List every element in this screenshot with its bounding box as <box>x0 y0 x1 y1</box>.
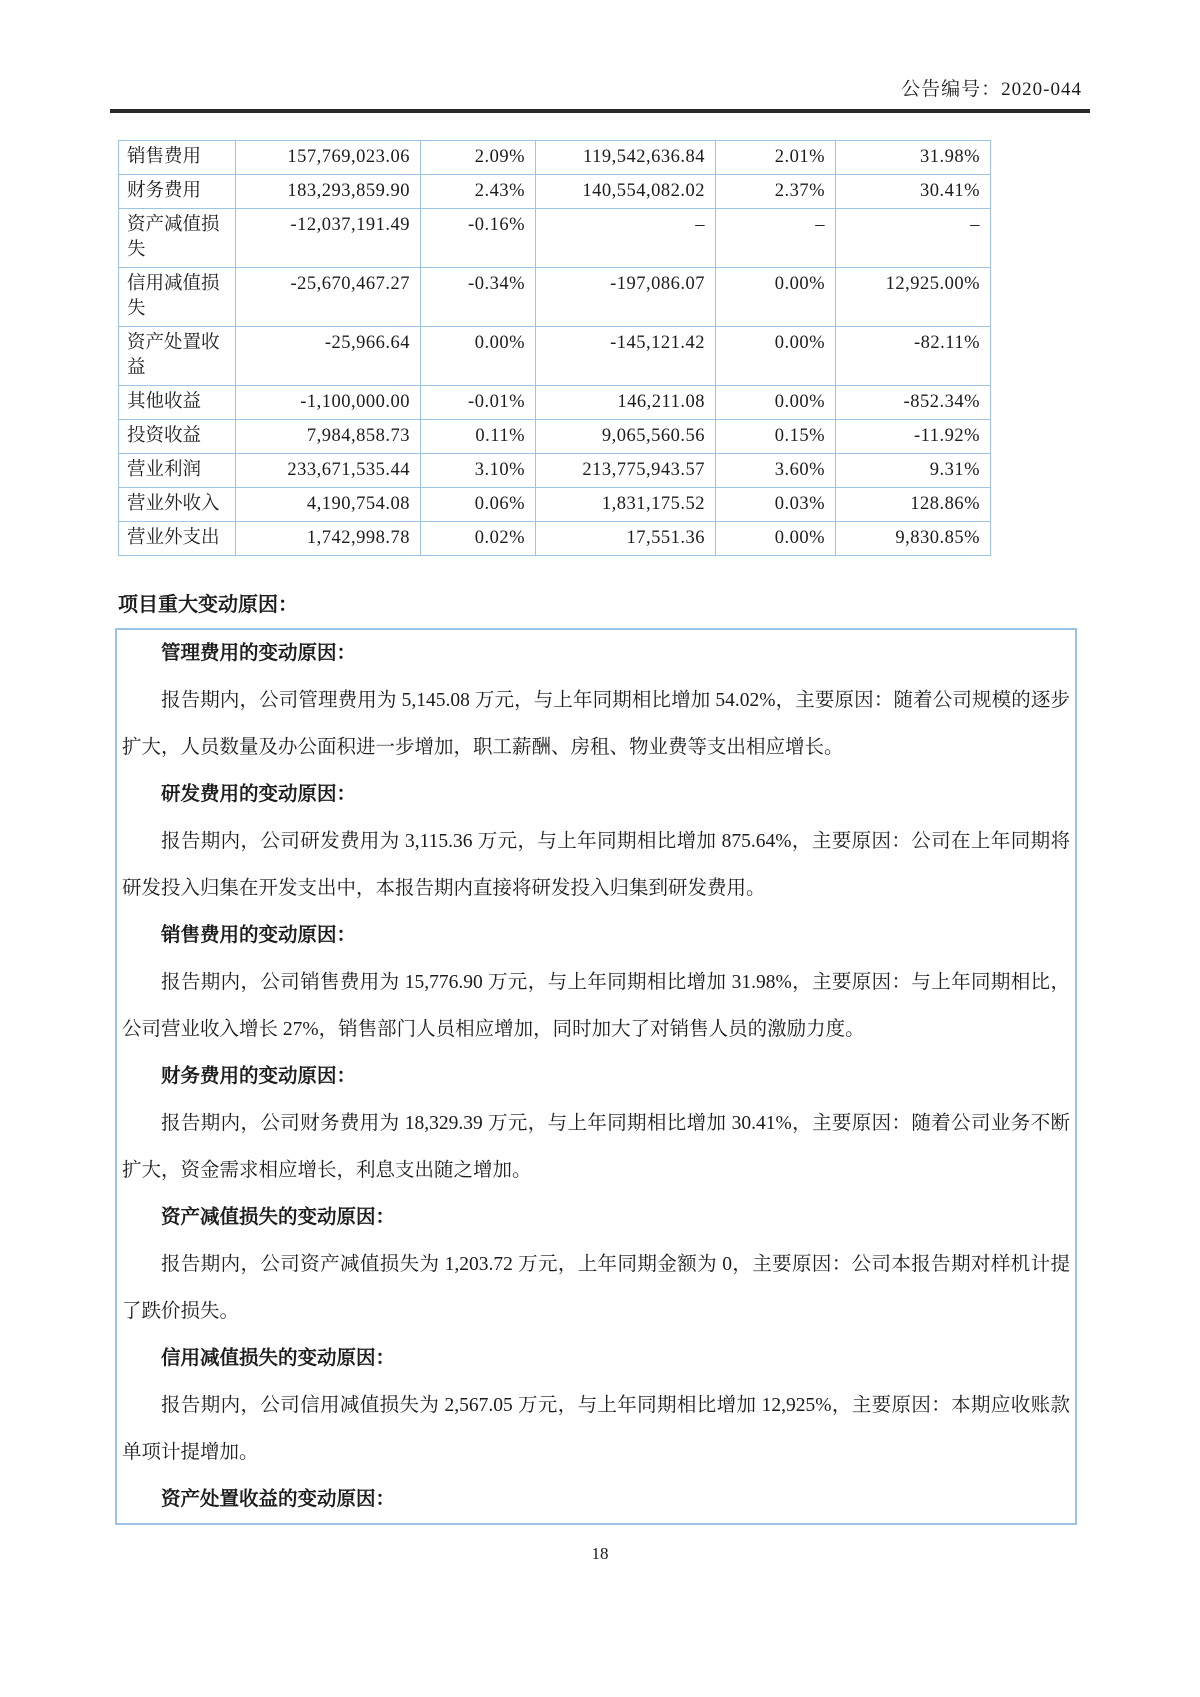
row-value-cell: 140,554,082.02 <box>536 175 716 209</box>
row-value-cell: 30.41% <box>836 175 991 209</box>
row-value-cell: -852.34% <box>836 386 991 420</box>
row-value-cell: 2.43% <box>421 175 536 209</box>
reason-block <box>122 630 1070 771</box>
row-value-cell: 0.00% <box>716 327 836 386</box>
row-item-cell: 投资收益 <box>119 420 236 454</box>
row-value-cell: 9.31% <box>836 454 991 488</box>
table-row <box>119 175 991 209</box>
reason-heading: 资产减值损失的变动原因： <box>161 1206 396 1228</box>
table-row <box>119 386 991 420</box>
row-item-cell: 营业外收入 <box>119 488 236 522</box>
row-value-cell: 128.86% <box>836 488 991 522</box>
row-value-cell: 1,831,175.52 <box>536 488 716 522</box>
row-value-cell: 17,551.36 <box>536 522 716 556</box>
row-value-cell: -82.11% <box>836 327 991 386</box>
row-value-cell: 183,293,859.90 <box>236 175 421 209</box>
row-value-cell: – <box>536 209 716 268</box>
row-value-cell: 2.09% <box>421 141 536 175</box>
row-item-cell: 其他收益 <box>119 386 236 420</box>
reason-heading: 研发费用的变动原因： <box>161 783 357 805</box>
reason-heading: 管理费用的变动原因： <box>161 642 357 664</box>
row-value-cell: -11.92% <box>836 420 991 454</box>
row-item-cell: 资产处置收益 <box>119 327 236 386</box>
row-value-cell: 0.06% <box>421 488 536 522</box>
announcement-number: 公告编号：2020-044 <box>901 79 1082 100</box>
reason-block <box>122 771 1070 912</box>
row-value-cell: -25,670,467.27 <box>236 268 421 327</box>
reason-body: 报告期内，公司资产减值损失为 1,203.72 万元，上年同期金额为 0，主要原因：公司本报告期对样机计提了跌价损失。 <box>122 1254 1070 1322</box>
row-value-cell: 0.11% <box>421 420 536 454</box>
reason-block <box>122 1053 1070 1194</box>
row-value-cell: 0.00% <box>716 522 836 556</box>
row-value-cell: -145,121.42 <box>536 327 716 386</box>
row-value-cell: 2.37% <box>716 175 836 209</box>
row-value-cell: – <box>836 209 991 268</box>
row-value-cell: 7,984,858.73 <box>236 420 421 454</box>
reason-block <box>122 1335 1070 1476</box>
table-row <box>119 488 991 522</box>
row-value-cell: 3.60% <box>716 454 836 488</box>
header-rule <box>110 109 1090 113</box>
reason-body: 报告期内，公司销售费用为 15,776.90 万元，与上年同期相比增加 31.98%，主要原因：与上年同期相比，公司营业收入增长 27%，销售部门人员相应增加，同时加大了对销售人员的激励力度。 <box>122 972 1070 1040</box>
row-value-cell: – <box>716 209 836 268</box>
row-value-cell: 4,190,754.08 <box>236 488 421 522</box>
reason-body: 报告期内，公司研发费用为 3,115.36 万元，与上年同期相比增加 875.64%，主要原因：公司在上年同期将研发投入归集在开发支出中，本报告期内直接将研发投入归集到研发费用。 <box>122 831 1070 899</box>
row-item-cell: 营业外支出 <box>119 522 236 556</box>
table-row <box>119 141 991 175</box>
row-value-cell: 0.15% <box>716 420 836 454</box>
row-item-cell: 信用减值损失 <box>119 268 236 327</box>
row-value-cell: 1,742,998.78 <box>236 522 421 556</box>
row-value-cell: -1,100,000.00 <box>236 386 421 420</box>
reasons-box <box>115 628 1077 1525</box>
row-value-cell: 9,065,560.56 <box>536 420 716 454</box>
reason-block <box>122 1194 1070 1335</box>
row-value-cell: 0.00% <box>421 327 536 386</box>
row-value-cell: -0.01% <box>421 386 536 420</box>
table-row <box>119 420 991 454</box>
row-value-cell: -197,086.07 <box>536 268 716 327</box>
row-value-cell: 31.98% <box>836 141 991 175</box>
row-value-cell: 0.00% <box>716 386 836 420</box>
row-item-cell: 资产减值损失 <box>119 209 236 268</box>
reason-block <box>122 1476 1070 1523</box>
reason-heading: 财务费用的变动原因： <box>161 1065 357 1087</box>
row-value-cell: -12,037,191.49 <box>236 209 421 268</box>
row-value-cell: -25,966.64 <box>236 327 421 386</box>
table-row <box>119 327 991 386</box>
reason-body: 报告期内，公司管理费用为 5,145.08 万元，与上年同期相比增加 54.02%，主要原因：随着公司规模的逐步扩大，人员数量及办公面积进一步增加，职工薪酬、房租、物业费等支出相应增长。 <box>122 690 1070 758</box>
page-number: 18 <box>591 1544 609 1563</box>
row-value-cell: 2.01% <box>716 141 836 175</box>
table-row <box>119 209 991 268</box>
row-value-cell: 0.03% <box>716 488 836 522</box>
table-row <box>119 454 991 488</box>
row-value-cell: 213,775,943.57 <box>536 454 716 488</box>
row-value-cell: 9,830.85% <box>836 522 991 556</box>
row-value-cell: 0.02% <box>421 522 536 556</box>
row-value-cell: -0.34% <box>421 268 536 327</box>
row-value-cell: 233,671,535.44 <box>236 454 421 488</box>
row-item-cell: 财务费用 <box>119 175 236 209</box>
reason-body: 报告期内，公司信用减值损失为 2,567.05 万元，与上年同期相比增加 12,925%，主要原因：本期应收账款单项计提增加。 <box>122 1395 1070 1463</box>
row-value-cell: 157,769,023.06 <box>236 141 421 175</box>
financial-table <box>118 140 991 556</box>
row-item-cell: 营业利润 <box>119 454 236 488</box>
reason-heading: 信用减值损失的变动原因： <box>161 1347 396 1369</box>
section-title: 项目重大变动原因： <box>118 594 298 616</box>
row-value-cell: 119,542,636.84 <box>536 141 716 175</box>
row-value-cell: 146,211.08 <box>536 386 716 420</box>
financial-table-body <box>119 141 991 556</box>
row-value-cell: 3.10% <box>421 454 536 488</box>
reason-block <box>122 912 1070 1053</box>
table-row <box>119 522 991 556</box>
reason-body: 报告期内，公司财务费用为 18,329.39 万元，与上年同期相比增加 30.41%，主要原因：随着公司业务不断扩大，资金需求相应增长，利息支出随之增加。 <box>122 1113 1070 1181</box>
row-value-cell: -0.16% <box>421 209 536 268</box>
reason-heading: 资产处置收益的变动原因： <box>161 1488 396 1510</box>
row-value-cell: 12,925.00% <box>836 268 991 327</box>
table-row <box>119 268 991 327</box>
row-value-cell: 0.00% <box>716 268 836 327</box>
row-item-cell: 销售费用 <box>119 141 236 175</box>
reason-heading: 销售费用的变动原因： <box>161 924 357 946</box>
